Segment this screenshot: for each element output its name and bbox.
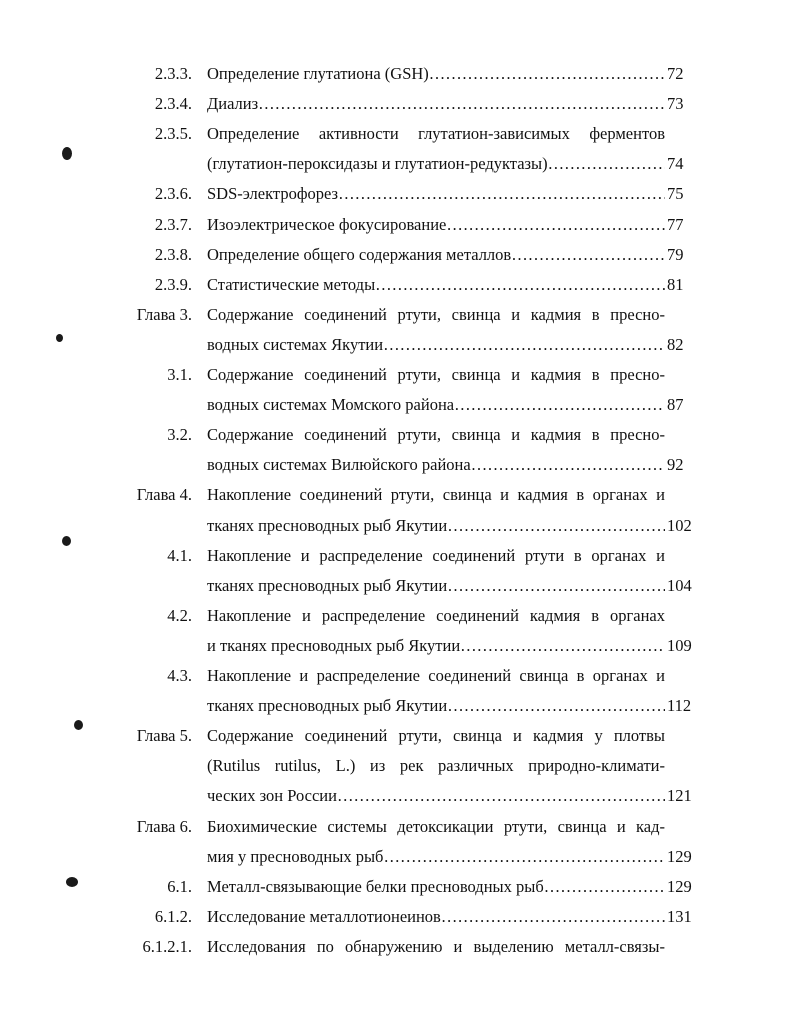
toc-page-number: 81 xyxy=(667,274,684,294)
toc-entry-line xyxy=(0,754,795,778)
toc-entry-line xyxy=(0,333,795,357)
toc-entry-title: Содержание соединений ртути, свинца и кадмия в пресно- xyxy=(207,425,665,445)
toc-entry-line xyxy=(0,62,795,86)
dot-leader xyxy=(441,905,665,929)
punch-hole-mark xyxy=(62,536,71,546)
toc-entry-line xyxy=(0,363,795,387)
toc-entry-title: Исследование металлотионеинов xyxy=(207,906,441,926)
toc-entry-number: 4.1. xyxy=(167,545,192,565)
toc-entry-line xyxy=(0,815,795,839)
toc-entry-line xyxy=(0,574,795,598)
toc-entry-line xyxy=(0,423,795,447)
toc-entry-title: Накопление и распределение соединений свинца в органах и xyxy=(207,666,665,685)
dot-leader xyxy=(375,273,665,297)
toc-entry-number: 6.1.2. xyxy=(154,906,192,926)
toc-entry-title: Определение общего содержания металлов xyxy=(207,244,512,264)
toc-entry-line xyxy=(0,664,795,688)
toc-entry-title: Определение глутатиона (GSH) xyxy=(207,64,429,83)
toc-entry-line xyxy=(0,453,795,477)
toc-entry-number: Глава 4. xyxy=(136,485,192,505)
toc-page-number: 131 xyxy=(667,906,692,926)
toc-entry-line xyxy=(0,152,795,176)
toc-entry-title: Диализ xyxy=(207,94,259,114)
toc-entry-line xyxy=(0,875,795,899)
dot-leader xyxy=(471,453,665,477)
toc-entry-number: 3.2. xyxy=(167,425,192,445)
toc-entry-title: Изоэлектрическое фокусирование xyxy=(207,214,447,234)
punch-hole-mark xyxy=(62,147,72,160)
toc-entry-line xyxy=(0,303,795,327)
toc-entry-line xyxy=(0,92,795,116)
toc-entry-number: Глава 6. xyxy=(136,816,192,836)
toc-entry-number: 2.3.5. xyxy=(154,124,192,144)
dot-leader xyxy=(447,514,665,538)
dot-leader xyxy=(383,845,665,869)
dot-leader xyxy=(447,694,665,718)
toc-entry-title: тканях пресноводных рыб Якутии xyxy=(207,515,448,535)
punch-hole-mark xyxy=(56,334,63,342)
toc-entry-title: водных системах Якутии xyxy=(207,334,384,354)
punch-hole-mark xyxy=(66,877,78,887)
toc-page-number: 92 xyxy=(667,455,684,475)
toc-entry-line xyxy=(0,544,795,568)
toc-entry-title: тканях пресноводных рыб Якутии xyxy=(207,575,448,595)
toc-page-number: 112 xyxy=(667,696,692,716)
toc-entry-title: SDS-электрофорез xyxy=(207,184,339,204)
toc-entry-line xyxy=(0,483,795,507)
toc-entry-line xyxy=(0,213,795,237)
punch-hole-mark xyxy=(74,720,83,730)
dot-leader xyxy=(511,243,665,267)
toc-entry-number: 3.1. xyxy=(167,365,192,384)
toc-entry-title: Статистические методы xyxy=(207,274,376,294)
toc-entry-line xyxy=(0,935,795,959)
toc-entry-number: Глава 3. xyxy=(136,304,192,324)
toc-entry-number: 2.3.6. xyxy=(154,184,192,204)
dot-leader xyxy=(460,634,665,658)
toc-entry-title: Исследования по обнаружению и выделению металл-связы- xyxy=(207,936,665,956)
toc-entry-line xyxy=(0,634,795,658)
toc-entry-title: ческих зон России xyxy=(207,786,337,806)
toc-page-number: 121 xyxy=(667,786,692,806)
dot-leader xyxy=(447,574,665,598)
toc-entry-line xyxy=(0,784,795,808)
dot-leader xyxy=(337,784,665,808)
toc-entry-title: водных системах Вилюйского района xyxy=(207,455,471,475)
toc-entry-title: Содержание соединений ртути, свинца и кадмия в пресно- xyxy=(207,365,665,384)
dot-leader xyxy=(338,182,665,206)
toc-entry-line xyxy=(0,393,795,417)
toc-entry-line xyxy=(0,724,795,748)
toc-page-number: 87 xyxy=(667,395,684,415)
toc-entry-title: мия у пресноводных рыб xyxy=(207,846,384,866)
dot-leader xyxy=(446,213,665,237)
toc-entry-number: 2.3.8. xyxy=(154,244,192,264)
toc-entry-line xyxy=(0,514,795,538)
toc-entry-line xyxy=(0,122,795,146)
toc-entry-number: 6.1.2.1. xyxy=(142,936,192,956)
toc-entry-line xyxy=(0,273,795,297)
toc-entry-number: 2.3.7. xyxy=(154,214,192,234)
toc-entry-title: Накопление и распределение соединений ртути в органах и xyxy=(207,545,665,565)
toc-entry-number: 4.2. xyxy=(167,605,192,625)
toc-entry-line xyxy=(0,182,795,206)
dot-leader xyxy=(548,152,665,176)
dot-leader xyxy=(429,62,665,86)
toc-entry-line xyxy=(0,604,795,628)
toc-entry-title: тканях пресноводных рыб Якутии xyxy=(207,696,448,716)
toc-entry-title: Накопление соединений ртути, свинца и кадмия в органах и xyxy=(207,485,665,505)
toc-entry-title: и тканях пресноводных рыб Якутии xyxy=(207,635,461,655)
toc-entry-number: 6.1. xyxy=(167,876,192,896)
toc-entry-title: Содержание соединений ртути, свинца и кадмия в пресно- xyxy=(207,304,665,324)
toc-page-number: 79 xyxy=(667,244,684,264)
toc-entry-title: Металл-связывающие белки пресноводных рыб xyxy=(207,876,544,896)
toc-entry-title: Содержание соединений ртути, свинца и кадмия у плотвы xyxy=(207,726,665,746)
toc-entry-title: (глутатион-пероксидазы и глутатион-редуктазы) xyxy=(207,154,548,174)
toc-page-number: 129 xyxy=(667,876,692,896)
toc-entry-line xyxy=(0,694,795,718)
toc-page-number: 77 xyxy=(667,214,684,234)
toc-page-number: 104 xyxy=(667,575,692,595)
toc-page-number: 72 xyxy=(667,64,684,83)
toc-page-number: 74 xyxy=(667,154,684,174)
toc-entry-title: Биохимические системы детоксикации ртути, свинца и кад- xyxy=(207,816,665,836)
toc-entry-number: 2.3.4. xyxy=(154,94,192,114)
toc-entry-line xyxy=(0,905,795,929)
toc-page-number: 109 xyxy=(667,635,692,655)
toc-entry-number: Глава 5. xyxy=(136,726,192,746)
toc-page-number: 73 xyxy=(667,94,684,114)
toc-page-number: 75 xyxy=(667,184,684,204)
toc-entry-number: 4.3. xyxy=(167,666,192,685)
dot-leader xyxy=(454,393,665,417)
toc-page-number: 129 xyxy=(667,846,692,866)
toc-page-number: 102 xyxy=(667,515,692,535)
dot-leader xyxy=(544,875,665,899)
toc-entry-number: 2.3.9. xyxy=(154,274,192,294)
toc-entry-title: Накопление и распределение соединений кадмия в органах xyxy=(207,605,665,625)
dot-leader xyxy=(383,333,665,357)
toc-entry-title: Определение активности глутатион-зависимых ферментов xyxy=(207,124,665,144)
toc-entry-title: (Rutilus rutilus, L.) из рек различных природно-климати- xyxy=(207,756,665,776)
dot-leader xyxy=(258,92,665,116)
toc-entry-line xyxy=(0,845,795,869)
toc-page-number: 82 xyxy=(667,334,684,354)
toc-entry-number: 2.3.3. xyxy=(154,64,192,83)
toc-entry-line xyxy=(0,243,795,267)
toc-entry-title: водных системах Момского района xyxy=(207,395,455,415)
